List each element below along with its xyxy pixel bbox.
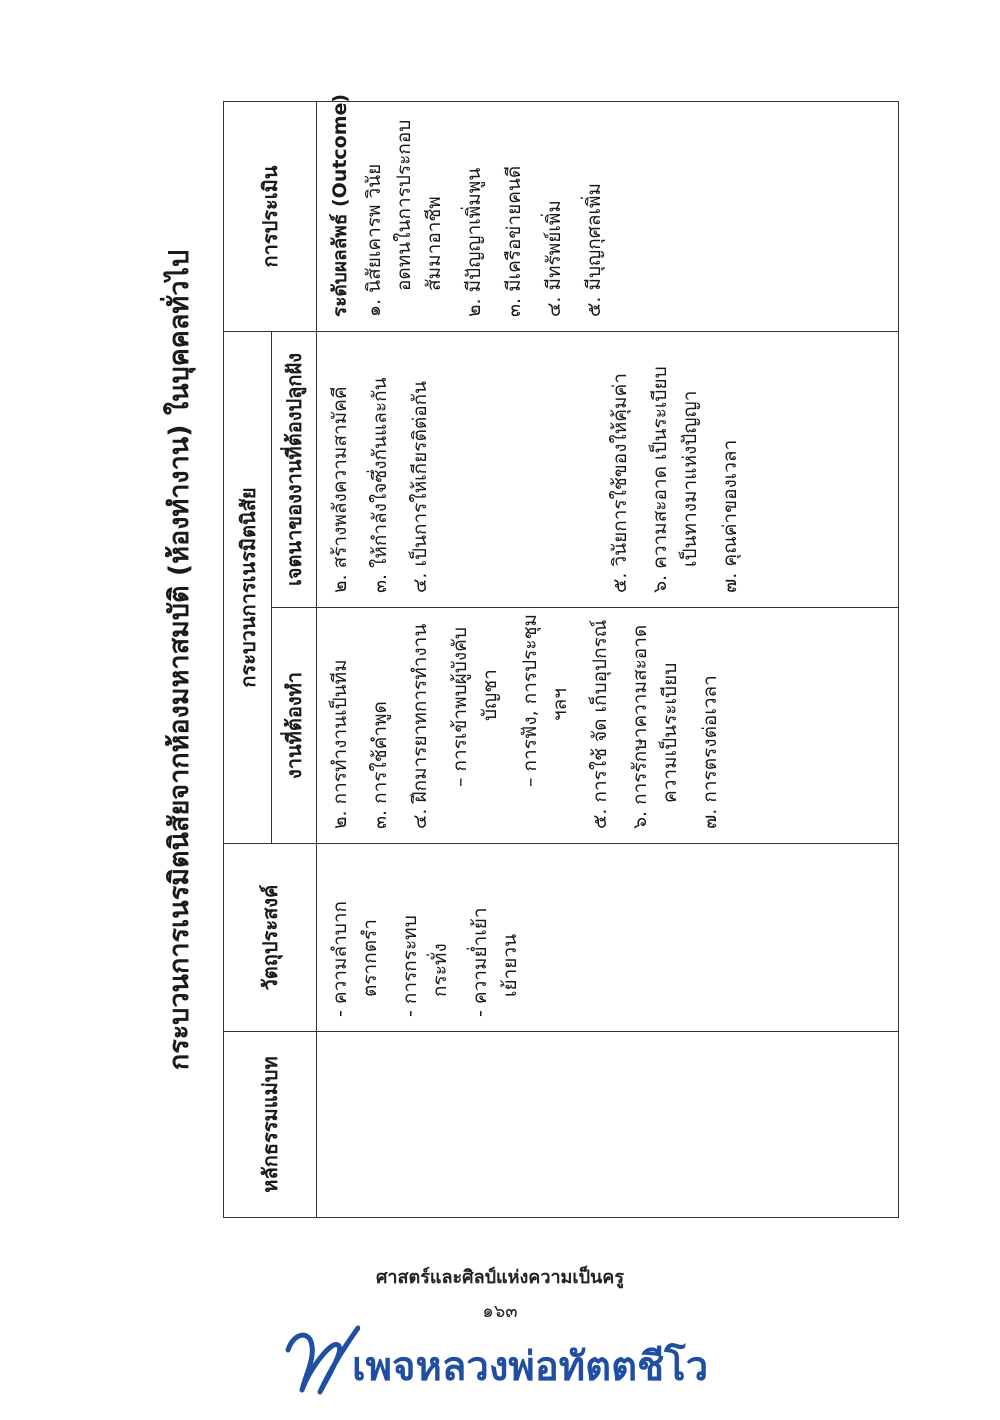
evaluation-item: ๑. นิสัยเคารพ วินัย อดทนในการประกอบ สัมมาอาชีพ (363, 119, 445, 317)
task-item: ๔. ฝึกมารยาทการทำงาน (409, 623, 431, 829)
intent-item: ๔. เป็นการให้เกียรติต่อกัน (409, 380, 431, 593)
task-item: ๕. การใช้ จัด เก็บอุปกรณ์ (589, 619, 611, 829)
logo-mark-icon (280, 1320, 360, 1400)
intent-item: ๓. ให้กำลังใจซึ่งกันและกัน (369, 377, 391, 593)
evaluation-item: ๓. มีเครือข่ายคนดี (503, 165, 525, 317)
header-process: กระบวนการเนรมิตนิสัย (224, 331, 272, 843)
evaluation-cell (317, 93, 899, 331)
header-intent: เจตนาของงานที่ต้องปลูกฝัง (272, 331, 317, 607)
logo-text: เพจหลวงพ่อทัตตชีโว (352, 1344, 709, 1390)
header-objective: วัตถุประสงค์ (224, 844, 317, 1032)
page-logo (280, 1320, 740, 1400)
task-item: ๓. การใช้คำพูด (369, 701, 391, 829)
process-table (223, 93, 899, 1218)
page-title: กระบวนการเนรมิตนิสัยจากห้องมหาสมบัติ (ห้องทำงาน) ในบุคคลทั่วไป (164, 249, 195, 1071)
objective-item: - ความย่ำเย้า เย้ายวน (469, 907, 521, 1017)
page-number: ๑๖๓ (482, 1301, 518, 1322)
intent-item: ๕. วินัยการใช้ของให้คุ้มค่า (609, 373, 631, 593)
intent-item: ๖. ความสะอาด เป็นระเบียบ เป็นทางมาแห่งปัญญา (649, 366, 701, 593)
tasks-cell (317, 608, 899, 844)
task-item: ๖. การรักษาความสะอาด ความเป็นระเบียบ (629, 624, 681, 829)
task-item: ๒. การทำงานเป็นทีม (329, 659, 351, 829)
book-title: ศาสตร์และศิลป์แห่งความเป็นครู (375, 1267, 625, 1288)
task-subitem: – การเข้าพบผู้บังคับ บัญชา (449, 627, 501, 787)
objectives-cell (317, 844, 899, 1032)
principle-cell (317, 1032, 899, 1218)
header-tasks: งานที่ต้องทำ (272, 608, 317, 844)
evaluation-item: ๒. มีปัญญาเพิ่มพูน (463, 167, 485, 317)
intent-item: ๗. คุณค่าของเวลา (719, 439, 741, 593)
task-item: ๗. การตรงต่อเวลา (699, 675, 721, 829)
objective-item: - การกระทบ กระทั่ง (399, 915, 451, 1017)
header-evaluation: การประเมิน (224, 101, 317, 331)
intent-spacer (445, 342, 515, 593)
task-subitem: – การฟัง, การประชุม ฯลฯ (519, 614, 571, 787)
intents-cell (317, 331, 899, 607)
evaluation-item: ๔. มีทรัพย์เพิ่ม (543, 200, 565, 317)
table-container (223, 93, 899, 1218)
header-principle: หลักธรรมแม่บท (224, 1032, 317, 1218)
intent-spacer (525, 342, 595, 593)
evaluation-heading: ระดับผลลัพธ์ (Outcome) (329, 93, 351, 317)
objective-item: - ความลำบาก ตรากตรำ (329, 900, 381, 1017)
evaluation-item: ๕. มีบุญกุศลเพิ่ม (583, 183, 605, 317)
intent-item: ๒. สร้างพลังความสามัคคี (329, 386, 351, 593)
